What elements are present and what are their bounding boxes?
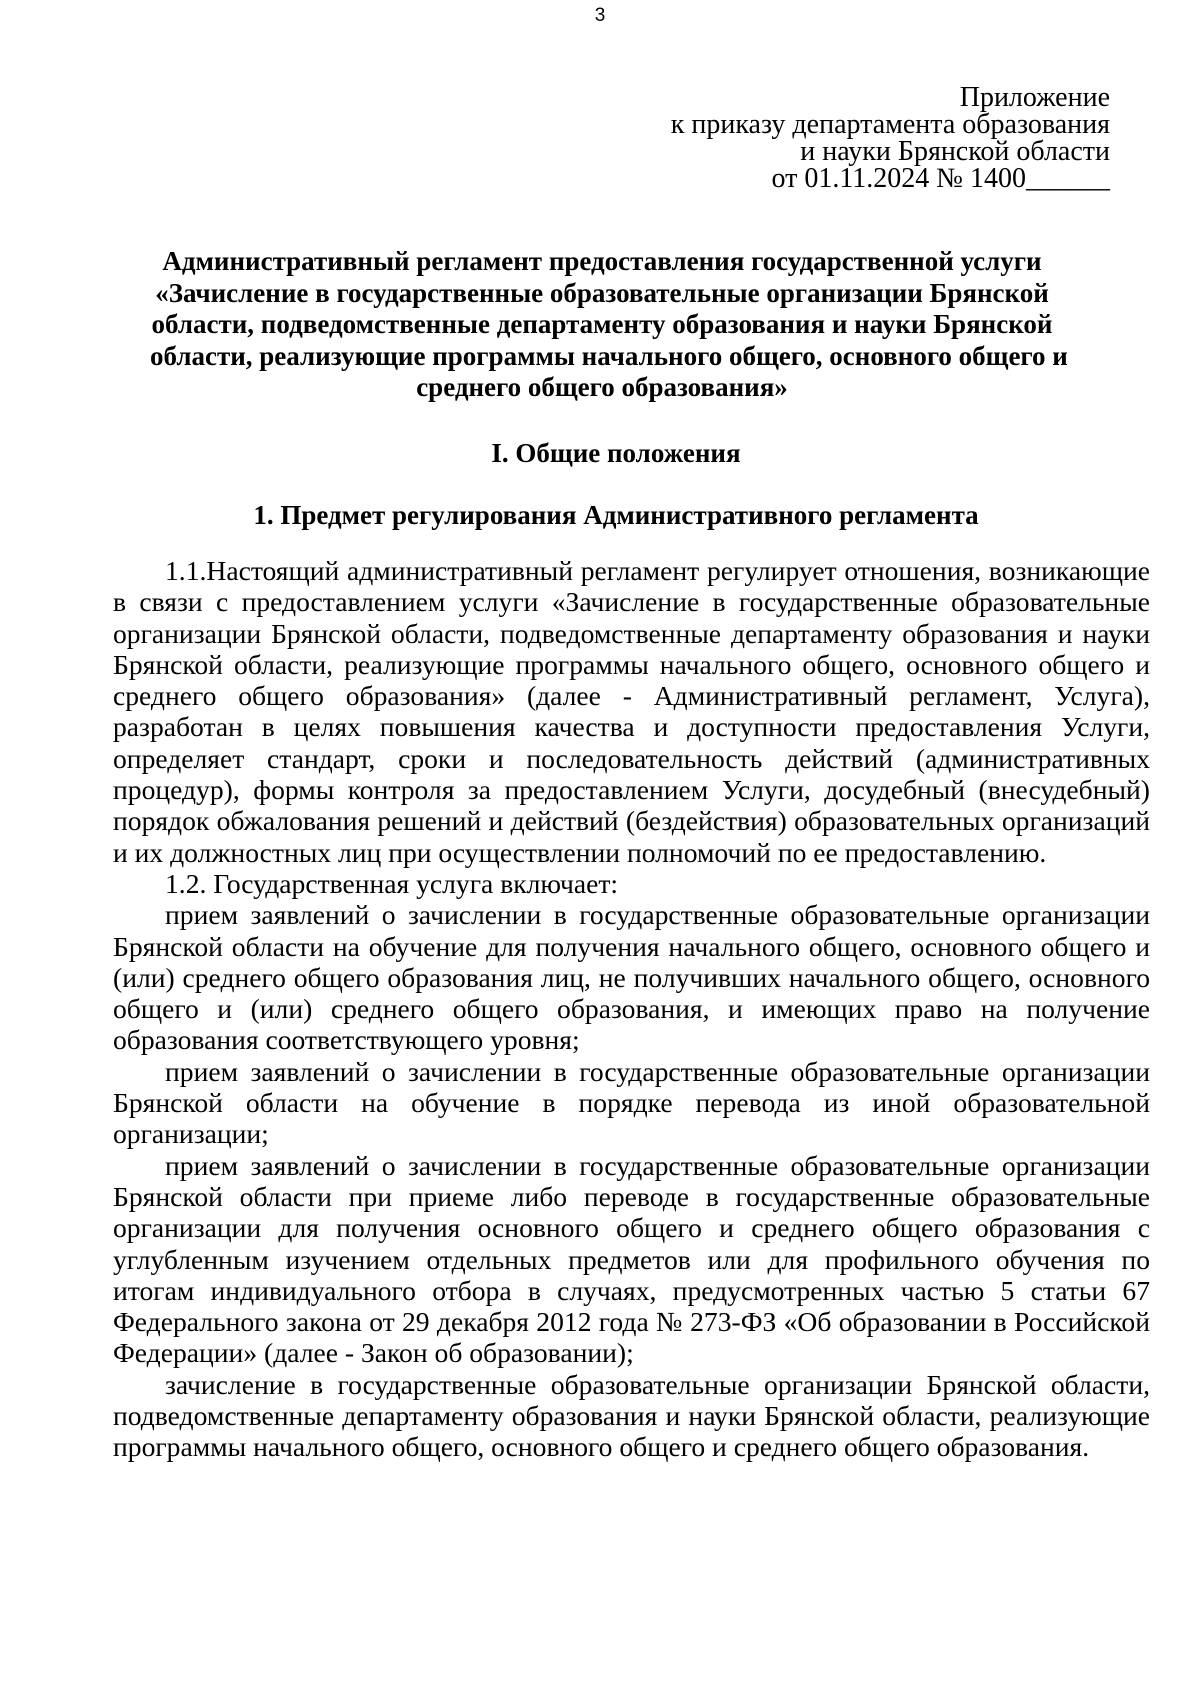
- title-line: области, реализующие программы начального общего, основного общего и: [150, 340, 1068, 371]
- section-heading: I. Общие положения: [491, 438, 741, 468]
- appendix-block: [410, 84, 1110, 192]
- paragraph: прием заявлений о зачислении в государственные образовательные организации Брянской области при приеме либо переводе в государственные образовательные организации для получения основного общего и среднего общего образования с углубленным изучением отдельных предметов или для профильного обучения по итогам индивидуального отбора в случаях, предусмотренных частью 5 статьи 67 Федерального закона от 29 декабря 2012 года № 273-ФЗ «Об образовании в Российской Федерации» (далее - Закон об образовании);: [113, 1149, 1150, 1369]
- appendix-line: от 01.11.2024 № 1400______: [771, 163, 1110, 194]
- title-line: области, подведомственные департаменту образования и науки Брянской: [151, 309, 1053, 339]
- appendix-line: и науки Брянской области: [800, 136, 1110, 167]
- paragraph: 1.1.Настоящий административный регламент регулирует отношения, возникающие в связи с предоставлением услуги «Зачисление в государственные образовательные организации Брянской области, подведомственные департаменту образования и науки Брянской области, реализующие программы начального общего, основного общего и среднего общего образования» (далее - Административный регламент, Услуга), разработан в целях повышения качества и доступности предоставления Услуги, определяет стандарт, сроки и последовательность действий (административных процедур), формы контроля за предоставлением Услуги, досудебный (внесудебный) порядок обжалования решений и действий (бездействия) образовательных организаций и их должностных лиц при осуществлении полномочий по ее предоставлению.: [113, 555, 1150, 868]
- paragraph: зачисление в государственные образовательные организации Брянской области, подведомственные департаменту образования и науки Брянской области, реализующие программы начального общего, основного общего и среднего общего образования.: [113, 1368, 1150, 1463]
- appendix-line: Приложение: [959, 82, 1110, 113]
- document-title: [150, 246, 1068, 404]
- body-text: [113, 555, 1150, 1463]
- title-line: Административный регламент предоставления государственной услуги: [162, 246, 1042, 276]
- page-number: 3: [594, 5, 606, 26]
- paragraph: прием заявлений о зачислении в государственные образовательные организации Брянской области на обучение в порядке перевода из иной образовательной организации;: [113, 1055, 1150, 1150]
- subsection-heading: 1. Предмет регулирования Административного регламента: [253, 500, 979, 530]
- paragraph: прием заявлений о зачислении в государственные образовательные организации Брянской области на обучение для получения начального общего, основного общего и (или) среднего общего образования лиц, не получивших начального общего, основного общего и (или) среднего общего образования, и имеющих право на получение образования соответствующего уровня;: [113, 899, 1150, 1056]
- paragraph: 1.2. Государственная услуга включает:: [165, 867, 619, 899]
- title-line: среднего общего образования»: [416, 372, 788, 402]
- appendix-line: к приказу департамента образования: [670, 109, 1110, 140]
- title-line: «Зачисление в государственные образовательные организации Брянской: [155, 277, 1049, 308]
